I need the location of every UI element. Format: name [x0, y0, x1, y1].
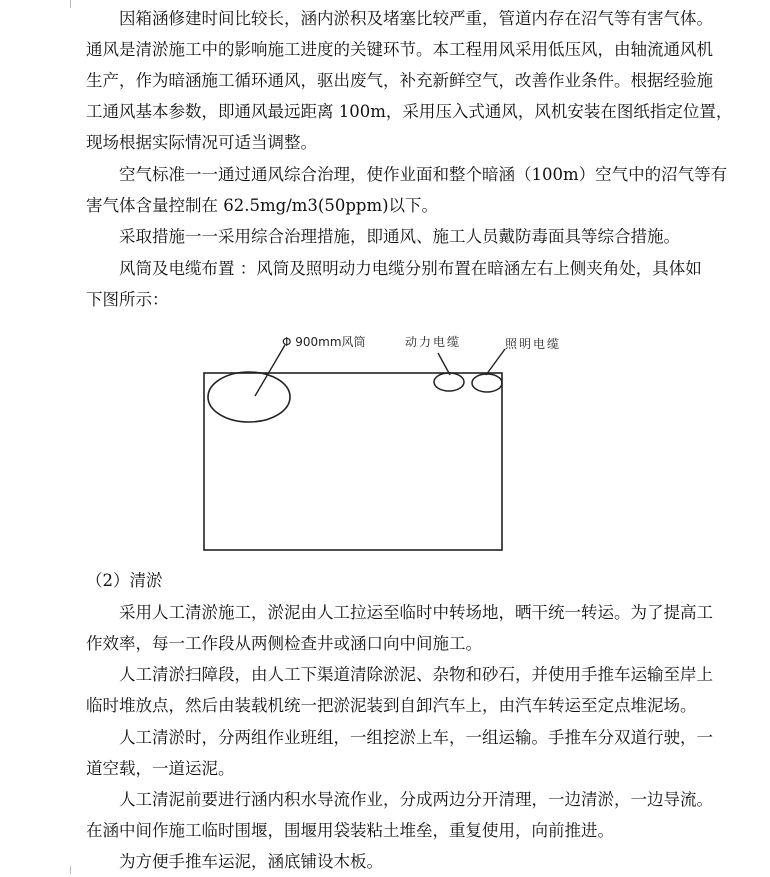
- margin-guide-top: [70, 0, 71, 8]
- margin-guide-bottom: [70, 866, 71, 874]
- power-cable-label: 动力电缆: [405, 335, 462, 349]
- culvert-diagram: [200, 325, 600, 560]
- text-line: 害气体含量控制在 62.5mg/m3(50ppm)以下。: [86, 196, 439, 215]
- paragraph-measures: [86, 221, 710, 252]
- duct-leader-line: [255, 345, 285, 396]
- text-line: 为方便手推车运泥，涵底铺设木板。: [119, 852, 383, 871]
- text-line: 人工清淤扫障段，由人工下渠道清除淤泥、杂物和砂石，并使用手推车运输至岸上: [119, 665, 713, 684]
- culvert-outline: [204, 373, 502, 550]
- text-line: 作效率，每一工作段从两侧检查井或涵口向中间施工。: [86, 634, 482, 653]
- text-line: 在涵中间作施工临时围堰，围堰用袋装粘土堆垒，重复使用，向前推进。: [86, 821, 614, 840]
- paragraph-drainage: [86, 784, 713, 846]
- paragraph-method: [86, 597, 713, 659]
- text-line: 空气标准一一通过通风综合治理，使作业面和整个暗涵（100m）空气中的沼气等有: [119, 165, 728, 184]
- power-leader-line: [438, 353, 450, 375]
- paragraph-layout: [86, 253, 710, 315]
- text-line: 采取措施一一采用综合治理措施，即通风、施工人员戴防毒面具等综合措施。: [119, 227, 680, 246]
- paragraph-boards: [86, 846, 710, 877]
- text-line: 现场根据实际情况可适当调整。: [86, 133, 317, 152]
- paragraph-clearing: [86, 659, 713, 721]
- text-line: 生产，作为暗涵施工循环通风，驱出废气，补充新鲜空气，改善作业条件。根据经验施: [86, 71, 713, 90]
- text-line: 人工清泥前要进行涵内积水导流作业，分成两边分开清理，一边清淤，一边导流。: [119, 790, 713, 809]
- text-line: 工通风基本参数，即通风最远距离 100m，采用压入式通风，风机安装在图纸指定位置，: [86, 102, 733, 121]
- paragraph-air-standard: [86, 159, 728, 221]
- lighting-cable-label: 照明电缆: [505, 337, 562, 351]
- lighting-leader-line: [486, 349, 505, 375]
- culvert-diagram-svg: [200, 325, 600, 560]
- text-line: 临时堆放点，然后由装载机统一把淤泥装到自卸汽车上，由汽车转运至定点堆泥场。: [86, 696, 697, 715]
- air-duct-circle: [208, 372, 290, 422]
- text-line: 因箱涵修建时间比较长，涵内淤积及堵塞比较严重，管道内存在沼气等有害气体。: [119, 9, 713, 28]
- power-cable-circle: [434, 373, 464, 391]
- text-line: 采用人工清淤施工，淤泥由人工拉运至临时中转场地，晒干统一转运。为了提高工: [119, 603, 713, 622]
- paragraph-teams: [86, 722, 713, 784]
- text-line: 人工清淤时，分两组作业班组，一组挖淤上车，一组运输。手推车分双道行驶，一: [119, 728, 713, 747]
- text-line: 通风是清淤施工中的影响施工进度的关键环节。本工程用风采用低压风，由轴流通风机: [86, 40, 713, 59]
- paragraph-ventilation: [86, 3, 733, 158]
- section-heading: （2）清淤: [86, 571, 163, 590]
- text-line: 风筒及电缆布置 ：风筒及照明动力电缆分别布置在暗涵左右上侧夹角处，具体如: [119, 259, 702, 278]
- text-line: 道空载，一道运泥。: [86, 759, 235, 778]
- lighting-cable-circle: [472, 374, 502, 392]
- duct-label: Φ 900mm风筒: [282, 335, 366, 349]
- text-line: 下图所示：: [86, 290, 169, 309]
